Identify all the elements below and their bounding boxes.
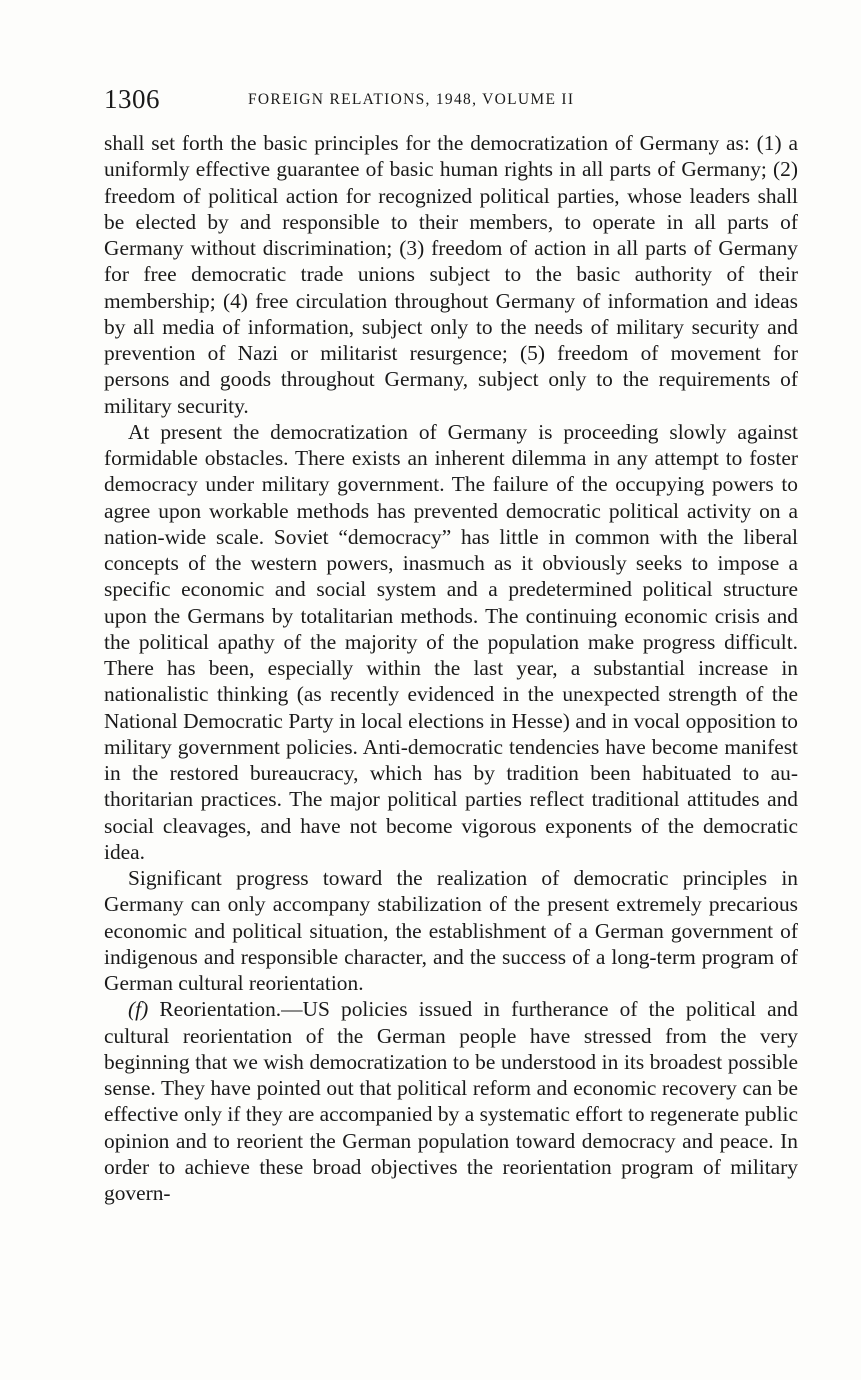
section-label: (f): [128, 997, 149, 1022]
reorientation-text: Reorientation.—US policies issued in furtherance of the political and cultural reorientation of the German people have stressed from the very beginning that we wish democratization to be understood in its broadest possible sense. They have pointed out that political reform and economic recovery can be effective only if they are accompanied by a systematic effort to regenerate public opinion and to reorient the German population toward democracy and peace. In order to achieve these broad objectives the reorientation program of military govern-: [104, 997, 798, 1205]
paragraph-significant-progress: Significant progress toward the realization of democratic principles in Germany can only accompany stabilization of the present extremely precarious economic and political situation, the establishment of a German government of indigenous and responsible character, and the success of a long-term program of German cultural reorientation.: [104, 866, 798, 995]
paragraph-reorientation: [104, 996, 798, 1206]
paragraph-present-status: At present the democratization of Germany is proceeding slowly against formidable obstacles. There exists an inherent dilemma in any attempt to foster democracy under military government. The failure of the occupying powers to agree upon workable methods has prevented democratic political activity on a nation-wide scale. Soviet “democracy” has little in common with the liberal concepts of the western powers, inasmuch as it obviously seeks to impose a specific economic and social system and a predetermined political structure upon the Germans by totalitarian methods. The continuing economic crisis and the political apathy of the majority of the population make progress difficult. There has been, especially within the last year, a substantial increase in nationalistic thinking (as recently evidenced in the unexpected strength of the National Democratic Party in local elections in Hesse) and in vocal opposition to military government policies. Anti-democratic tendencies have become manifest in the restored bureaucracy, which has by tradition been habituated to authoritarian practices. The major political parties reflect traditional attitudes and social cleavages, and have not become vigorous exponents of the democratic idea.: [104, 419, 798, 864]
page-number: 1306: [104, 84, 160, 114]
running-head: [104, 82, 794, 116]
running-title: FOREIGN RELATIONS, 1948, VOLUME II: [248, 91, 575, 108]
paragraph-continuation: shall set forth the basic principles for the democratization of Germany as: (1) a uniformly effective guarantee of basic human rights in all parts of Germany; (2) freedom of political action for recognized political parties, whose leaders shall be elected by and responsible to their members, to operate in all parts of Germany without discrimination; (3) freedom of action in all parts of Germany for free democratic trade unions subject to the basic authority of their membership; (4) free circulation throughout Germany of information and ideas by all media of information, subject only to the needs of military security and prevention of Nazi or militarist resurgence; (5) freedom of movement for persons and goods throughout Germany, subject only to the requirements of military security.: [104, 131, 798, 418]
body-text: [104, 130, 798, 1206]
